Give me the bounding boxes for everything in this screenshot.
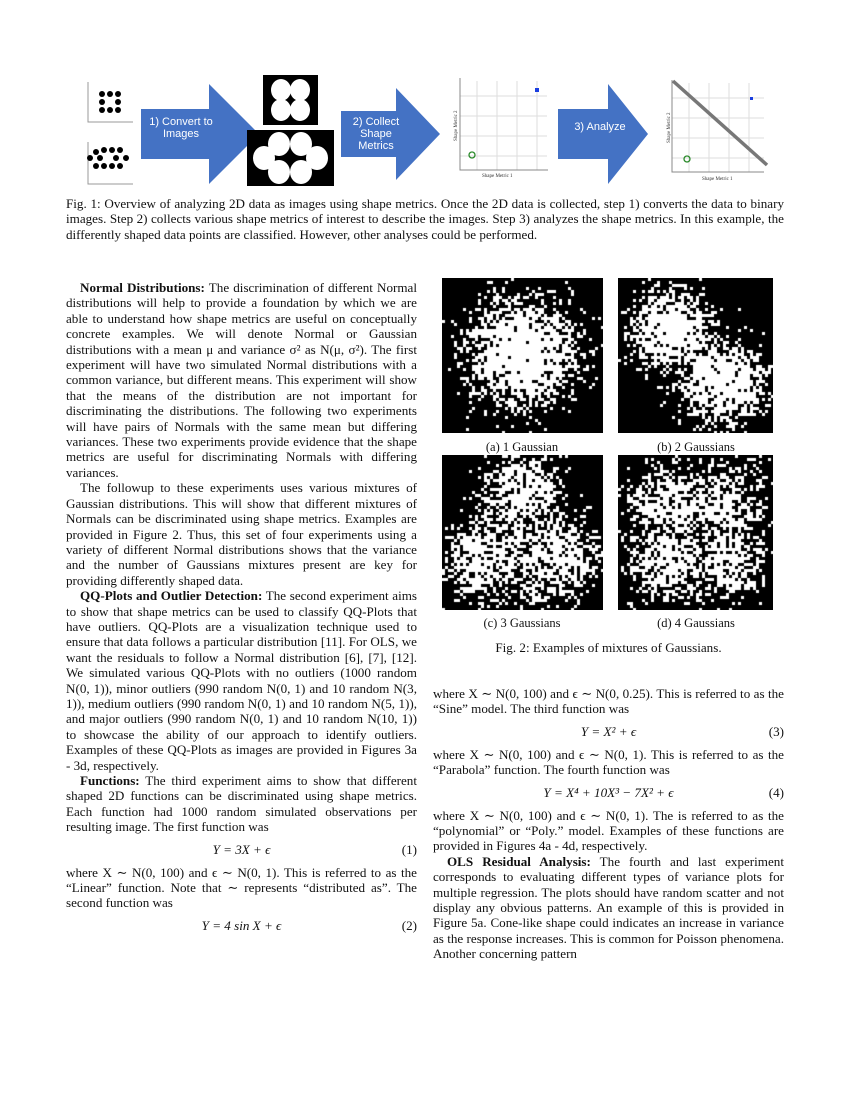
- equation-number: (4): [768, 784, 784, 800]
- equation-1: Y = 3X + ϵ (1): [212, 841, 417, 857]
- binary-image-8: [247, 130, 334, 186]
- axis-x-label: Shape Metric 1: [702, 177, 733, 182]
- subcaption-b: (b) 2 Gaussians: [657, 440, 735, 454]
- gaussian-image-1: [442, 278, 603, 433]
- paragraph: Normal Distributions: The discrimination of different Normal distributions will help to provide a foundation by which we are able to understand how shape metrics are useful on conceptually concrete examples. We will denote Normal or Gaussian distributions with a mean μ and variance σ² as N(μ, σ²). The first experiment will have two simulated Normal distributions with a common variance, but different means. This experiment will show that the means of the distribution are not important for discriminating the distributions. The following two experiments will have pairs of Normals with the same mean but differing variances. These two experiments provide evidence that the shape metrics are useful for discriminating Normals with differing variances.: [66, 280, 418, 480]
- paragraph: where X ∼ N(0, 100) and ϵ ∼ N(0, 1). This is referred to as the “Parabola” function. The fourth function was: [433, 746, 784, 778]
- subcaption-a: (a) 1 Gaussian: [485, 440, 559, 454]
- paragraph-heading: QQ-Plots and Outlier Detection:: [80, 588, 263, 604]
- equation-number: (1): [401, 841, 417, 857]
- axis-x-label: Shape Metric 1: [482, 174, 513, 179]
- arrow-analyze: [558, 84, 650, 184]
- step-2-label: 2) Collect Shape Metrics: [352, 116, 400, 152]
- equation-number: (2): [401, 917, 417, 933]
- step-3-label: 3) Analyze: [574, 121, 626, 133]
- equation-3: Y = X² + ϵ (3): [580, 723, 784, 739]
- metric-plot: [452, 76, 552, 180]
- right-column: [433, 686, 784, 962]
- equation-number: (3): [768, 723, 784, 739]
- step-1-label: 1) Convert to Images: [149, 116, 213, 140]
- gaussian-image-3: [442, 455, 603, 610]
- equation-4: Y = X⁴ + 10X³ − 7X² + ϵ (4): [543, 784, 784, 800]
- paragraph-heading: OLS Residual Analysis:: [447, 853, 591, 869]
- subcaption-d: (d) 4 Gaussians: [657, 616, 735, 630]
- paragraph-heading: Functions:: [80, 773, 140, 788]
- left-column: [66, 280, 417, 941]
- gaussian-image-2: [618, 278, 773, 433]
- equation-2: Y = 4 sin X + ϵ (2): [201, 917, 417, 933]
- paragraph: where X ∼ N(0, 100) and ϵ ∼ N(0, 0.25). This is referred to as the “Sine” model. The third function was: [433, 686, 784, 717]
- paragraph: OLS Residual Analysis: The fourth and last experiment corresponds to evaluating different types of variance plots for multiple regression. The plots should have random scatter and not display any obvious patterns. An example of this is provided in Figure 5a. Cone-like shape could indicates an increase in variance as the response increases. This is common for Poisson phenomena. Another concerning pattern: [433, 853, 784, 962]
- paragraph: where X ∼ N(0, 100) and ϵ ∼ N(0, 1). The is referred to as the “polynomial” or “Poly.” model. Examples of these functions are provided in Figures 4a - 4d, respectively.: [433, 807, 784, 854]
- axis-y-label: Shape Metric 2: [667, 112, 672, 143]
- figure-2-caption: Fig. 2: Examples of mixtures of Gaussians.: [495, 640, 722, 655]
- paragraph: QQ-Plots and Outlier Detection: The second experiment aims to show that shape metrics can be used to classify QQ-Plots that have outliers. QQ-Plots are a visualization technique used to ensure that data follows a particular distribution [11]. For OLS, we want the residuals to follow a Normal distribution [6], [7], [12]. We simulated various QQ-Plots with no outliers (1000 random N(0, 1)), minor outliers (990 random N(0, 1) and 10 random N(3, 1)), medium outliers (990 random N(0, 1) and 10 random N(5, 1)), and major outliers (990 random N(0, 1) and 10 random N(10, 1)) to showcase the ability of our approach to identify outliers. Examples of these QQ-Plots as images are provided in Figures 3a - 3d, respectively.: [66, 588, 417, 773]
- paragraph: where X ∼ N(0, 100) and ϵ ∼ N(0, 1). This is referred to as the “Linear” function. Note that ∼ represents “distributed as”. The second function was: [66, 864, 417, 911]
- paragraph: The followup to these experiments uses various mixtures of Gaussian distributions. This will show that different mixtures of Normals can be discriminated using shape metrics. Examples are provided in Figure 2. Thus, this set of four experiments using a variety of different Normal distributions shows that the variance and the number of Gaussians mixtures present are key for providing differently shaped data.: [66, 480, 417, 588]
- scatter-thumbnails: [78, 80, 138, 190]
- figure-1-caption: Fig. 1: Overview of analyzing 2D data as images using shape metrics. Once the 2D data is collected, step 1) converts the data to binary images. Step 2) collects various shape metrics of interest to describe the images. Step 3) analyzes the shape metrics. In this example, the differently shaped data points are classified. However, other analyses could be performed.: [66, 196, 784, 242]
- subcaption-c: (c) 3 Gaussians: [483, 616, 561, 630]
- paragraph: Functions: The third experiment aims to show that different shaped 2D functions can be discriminated using shape metrics. Each function had 1000 random simulated observations per resulting image. The first function was: [66, 773, 417, 835]
- classified-plot: [664, 78, 774, 182]
- binary-image-4: [263, 75, 318, 125]
- paragraph-heading: Normal Distributions:: [80, 280, 205, 295]
- axis-y-label: Shape Metric 2: [454, 110, 459, 141]
- gaussian-image-4: [618, 455, 773, 610]
